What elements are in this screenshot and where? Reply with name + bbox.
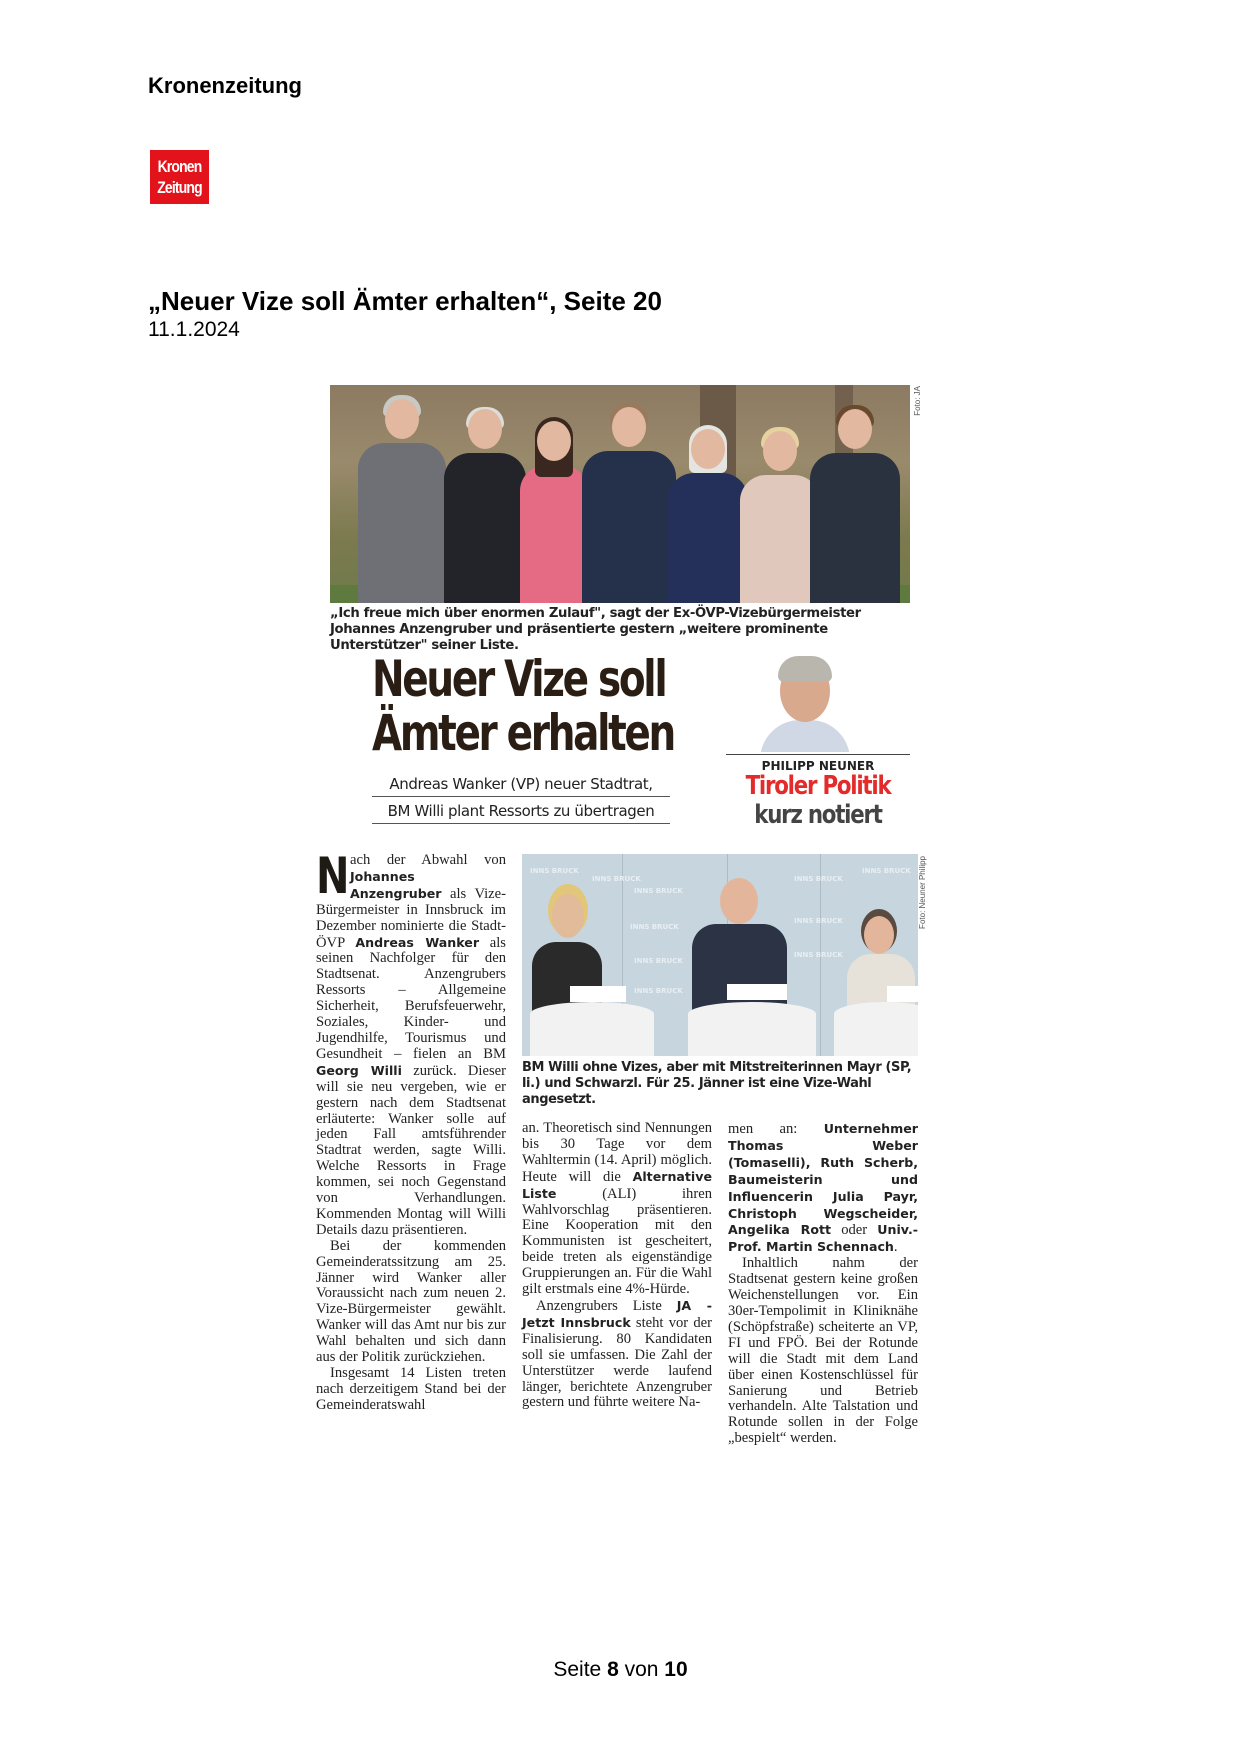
body-text: Anzengrubers Liste bbox=[536, 1297, 677, 1314]
name-card bbox=[727, 984, 787, 1000]
name-card bbox=[570, 986, 626, 1002]
body-paragraph: Insgesamt 14 Listen treten nach derzeitigem Stand bei der Gemeinderatswahl bbox=[316, 1365, 506, 1413]
backdrop-logo: INNS BRUCK bbox=[630, 923, 679, 931]
total-pages: 10 bbox=[664, 1658, 688, 1681]
body-paragraph: Inhaltlich nahm der Stadtsenat gestern keine großen Weichenstellungen vor. Ein 30er-Tempolimit in Kliniknähe (Schöpfstraße) scheiterte an VP, FI und FPÖ. Bei der Rotunde will die Stadt mit dem Land über einen Kostenschlüssel für Sanierung und Betrieb verhandeln. Alte Talstation und Rotunde sollen in der Folge „bespielt“ werden. bbox=[728, 1255, 918, 1447]
body-text: (ALI) ihren Wahlvorschlag präsentieren. Eine Kooperation mit den Kommunisten ist gescheitert, beide treten als eigenständige Gruppierungen an. Für die Wahl gilt erstmals eine 4%-Hürde. bbox=[522, 1185, 712, 1298]
author-portrait bbox=[760, 650, 850, 752]
standing-table bbox=[834, 1002, 918, 1056]
body-text: steht vor der Finalisierung. 80 Kandidaten soll sie umfassen. Die Zahl der Unterstützer werde laufend länger, berichtete Anzengruber gestern und führte weitere Na- bbox=[522, 1314, 712, 1411]
divider bbox=[726, 754, 910, 755]
article-headline bbox=[372, 650, 674, 762]
publication-name: Kronenzeitung bbox=[148, 73, 302, 98]
page-label: Seite bbox=[553, 1658, 602, 1681]
bold-name: Georg Willi bbox=[316, 1062, 402, 1078]
backdrop-logo: INNS BRUCK bbox=[592, 875, 641, 883]
column-rubric-line-1: Tiroler Politik bbox=[745, 771, 891, 801]
backdrop-logo: INNS BRUCK bbox=[794, 951, 843, 959]
article-column-3 bbox=[728, 1121, 918, 1447]
group-photo bbox=[330, 385, 910, 603]
bold-name: Johannes Anzengruber bbox=[350, 868, 442, 901]
person bbox=[444, 453, 526, 603]
article-column-2 bbox=[522, 1121, 712, 1411]
photo-caption: „Ich freue mich über enormen Zulauf", sagt der Ex-ÖVP-Vizebürgermeister Johannes Anzengruber und präsentierte gestern „weitere prominente Unterstützer" seiner Liste. bbox=[330, 606, 861, 653]
body-text: men an: bbox=[728, 1121, 824, 1137]
person bbox=[740, 475, 820, 603]
drop-cap: N bbox=[316, 847, 350, 905]
backdrop-logo: INNS BRUCK bbox=[530, 867, 579, 875]
bold-name: Alternative Liste bbox=[522, 1168, 712, 1201]
photo-credit: Foto: JA bbox=[913, 386, 922, 416]
backdrop-logo: INNS BRUCK bbox=[634, 987, 683, 995]
body-text: ach der Abwahl von bbox=[350, 852, 506, 868]
body-text: . bbox=[893, 1239, 898, 1256]
person-head bbox=[720, 878, 758, 924]
kronen-zeitung-logo bbox=[150, 150, 209, 204]
headline-line-2: Ämter erhalten bbox=[372, 704, 674, 762]
bold-name: Unternehmer Thomas Weber (Tomaselli), Ruth Scherb, Baumeisterin und Influencerin Julia Payr, Christoph Wegscheider, Angelika Rott bbox=[728, 1121, 918, 1238]
person bbox=[358, 443, 446, 603]
person bbox=[582, 451, 676, 603]
standing-table bbox=[530, 1002, 654, 1056]
body-text: oder bbox=[831, 1222, 878, 1239]
photo-credit: Foto: Neuner Philipp bbox=[918, 856, 927, 929]
press-conference-photo bbox=[522, 854, 918, 1056]
column-rubric-line-2: kurz notiert bbox=[754, 800, 882, 830]
backdrop-logo: INNS BRUCK bbox=[634, 887, 683, 895]
standing-table bbox=[688, 1002, 816, 1056]
body-text: an. Theoretisch sind Nennungen bis 30 Tage vor dem Wahltermin (14. April) möglich. Heute will die bbox=[522, 1120, 712, 1185]
body-text: zurück. Dieser will sie neu vergeben, wie er gestern nach dem Stadtsenat erläuterte: Wanker solle auf jeden Fall amtsführender Stadtrat werden, sagte Willi. Welche Ressorts in Frage kommen, sei noch Gegenstand von Verhandlungen. Kommenden Montag will Willi Details dazu präsentieren. bbox=[316, 1062, 506, 1238]
document-date: 11.1.2024 bbox=[148, 318, 240, 341]
headline-line-1: Neuer Vize soll bbox=[372, 650, 666, 708]
logo-line-1: Kronen bbox=[157, 157, 202, 176]
logo-line-2: Zeitung bbox=[157, 178, 202, 197]
body-paragraph: Bei der kommenden Gemeinderatssitzung am 25. Jänner wird Wanker aller Voraussicht nach zum neuen 2. Vize-Bürgermeister gewählt. Wanker will das Amt nur bis zur Wahl behalten und sich dann aus der Politik zurückziehen. bbox=[316, 1237, 506, 1366]
author-name: PHILIPP NEUNER bbox=[761, 759, 875, 773]
backdrop-logo: INNS BRUCK bbox=[794, 917, 843, 925]
body-text: als seinen Nachfolger für den Stadtsenat. Anzengrubers Ressorts – Allgemeine Sicherheit, Berufsfeuerwehr, Soziales, Kinder- und Jugendhilfe, Tourismus und Gesundheit – fielen an BM bbox=[316, 934, 506, 1062]
person bbox=[810, 453, 900, 603]
person bbox=[520, 465, 588, 603]
subheadline-line-1: Andreas Wanker (VP) neuer Stadtrat, bbox=[372, 775, 670, 797]
person-head bbox=[864, 916, 894, 954]
person-head bbox=[552, 894, 584, 938]
document-title: „Neuer Vize soll Ämter erhalten“, Seite 20 bbox=[148, 286, 662, 316]
body-text: als Vize-Bürgermeister in Innsbruck im Dezember nominierte die Stadt-ÖVP bbox=[316, 885, 506, 951]
bold-name: Univ.-Prof. Martin Schennach bbox=[728, 1222, 918, 1255]
name-card bbox=[887, 986, 918, 1002]
person bbox=[668, 473, 748, 603]
article-column-1 bbox=[316, 847, 506, 1414]
bold-name: JA - Jetzt Innsbruck bbox=[522, 1297, 712, 1330]
backdrop-logo: INNS BRUCK bbox=[794, 875, 843, 883]
backdrop-logo: INNS BRUCK bbox=[634, 957, 683, 965]
subheadline-line-2: BM Willi plant Ressorts zu übertragen bbox=[372, 802, 670, 824]
photo-caption: BM Willi ohne Vizes, aber mit Mitstreiterinnen Mayr (SP, li.) und Schwarzl. Für 25. Jänner ist eine Vize-Wahl angesetzt. bbox=[522, 1060, 912, 1107]
current-page: 8 bbox=[607, 1658, 619, 1681]
backdrop-logo: INNS BRUCK bbox=[862, 867, 911, 875]
page-separator: von bbox=[624, 1658, 659, 1681]
bold-name: Andreas Wanker bbox=[355, 934, 480, 950]
page-number bbox=[0, 1658, 1241, 1682]
